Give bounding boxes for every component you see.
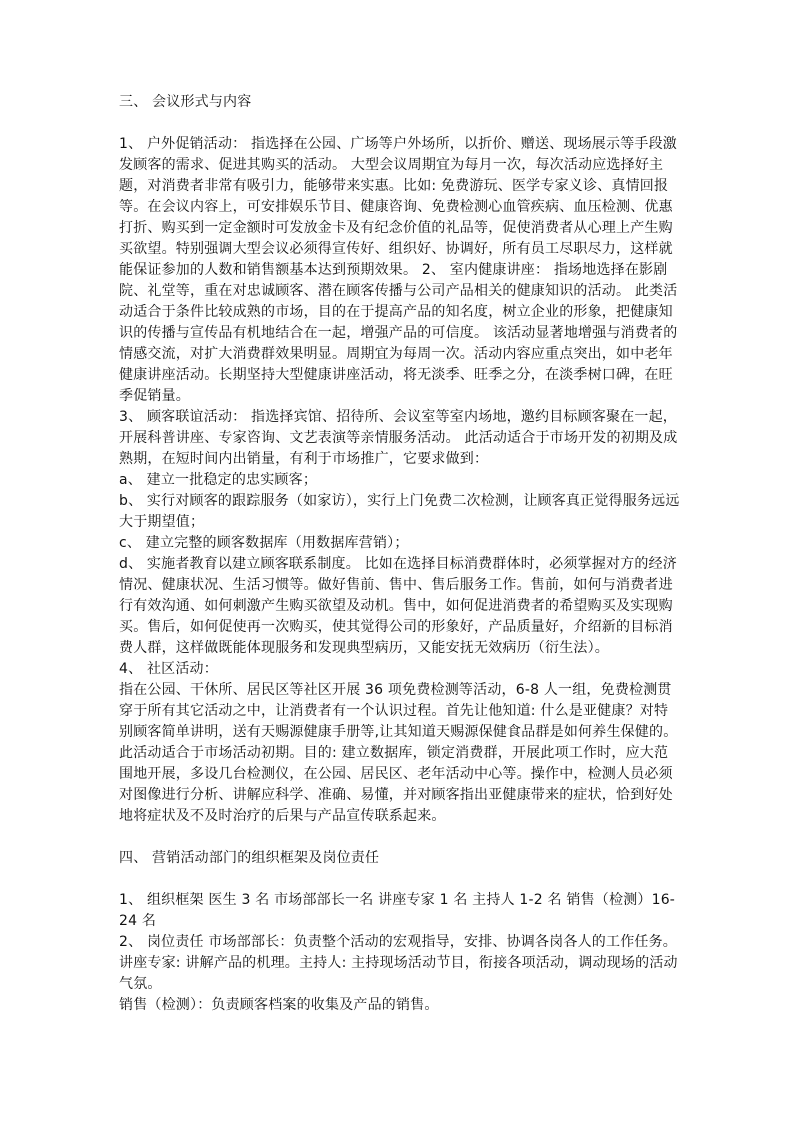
section-4-heading: 四、 营销活动部门的组织框架及岗位责任: [119, 850, 380, 866]
document-body: [119, 92, 681, 1016]
community-activity-title: 4、 社区活动：: [119, 661, 218, 677]
paragraph-responsibilities: 2、 岗位责任 市场部部长：负责整个活动的宏观指导，安排、协调各岗各人的工作任务。讲座专家: 讲解产品的机理。主持人: 主持现场活动节目，衔接各项活动，调动现场的活动气氛。: [119, 934, 678, 992]
spacer: [119, 827, 681, 848]
spacer: [119, 113, 681, 134]
list-item-a: a、 建立一批稳定的忠实顾客；: [119, 472, 318, 488]
paragraph-org-structure: 1、 组织框架 医生 3 名 市场部部长一名 讲座专家 1 名 主持人 1-2 名 销售（检测）16-24 名: [119, 892, 676, 929]
paragraph-community-activity: 指在公园、干休所、居民区等社区开展 36 项免费检测等活动，6-8 人一组，免费检测贯穿于所有其它活动之中，让消费者有一个认识过程。首先让他知道: 什么是亚健康？对特别顾客简单讲明，送有天赐源健康手册等,让其知道天赐源保健食品群是如何养生保健的。 此活动适合于市场活动初期。目的: 建立数据库，锁定消费群，开展此项工作时，应大范围地开展，多设几台检测仪，在公园、居民区、老年活动中心等。操作中，检测人员必须对图像进行分析、讲解应科学、准确、易懂，并对顾客指出亚健康带来的症状，恰到好处地将症状及不及时治疗的后果与产品宣传联系起来。: [119, 682, 678, 824]
spacer: [119, 869, 681, 890]
section-3-heading: 三、 会议形式与内容: [119, 94, 252, 110]
list-item-b: b、 实行对顾客的跟踪服务（如家访），实行上门免费二次检测，让顾客真正觉得服务远远大于期望值；: [119, 493, 680, 530]
paragraph-customer-party: 3、 顾客联谊活动： 指选择宾馆、招待所、会议室等室内场地，邀约目标顾客聚在一起，开展科普讲座、专家咨询、文艺表演等亲情服务活动。 此活动适合于市场开发的初期及成熟期，在短时间内出销量，有利于市场推广，它要求做到：: [119, 409, 678, 467]
list-item-c: c、 建立完整的顾客数据库（用数据库营销）；: [119, 535, 409, 551]
paragraph-outdoor-and-indoor: 1、 户外促销活动： 指选择在公园、广场等户外场所，以折价、赠送、现场展示等手段激发顾客的需求、促进其购买的活动。 大型会议周期宜为每月一次，每次活动应选择好主题，对消费者非常有吸引力，能够带来实惠。比如: 免费游玩、医学专家义诊、真情回报等。在会议内容上，可安排娱乐节目、健康咨询、免费检测心血管疾病、血压检测、优惠打折、购买到一定金额时可发放金卡及有纪念价值的礼品等，促使消费者从心理上产生购买欲望。特别强调大型会议必须得宣传好、组织好、协调好，所有员工尽职尽力，这样就能保证参加的人数和销售额基本达到预期效果。 2、 室内健康讲座： 指场地选择在影剧院、礼堂等，重在对忠诚顾客、潜在顾客传播与公司产品相关的健康知识的活动。 此类活动适合于条件比较成熟的市场，目的在于提高产品的知名度，树立企业的形象，把健康知识的传播与宣传品有机地结合在一起，增强产品的可信度。 该活动显著地增强与消费者的情感交流，对扩大消费群效果明显。周期宜为每周一次。活动内容应重点突出，如中老年健康讲座活动。长期坚持大型健康讲座活动，将无淡季、旺季之分，在淡季树口碑，在旺季促销量。: [119, 136, 678, 404]
paragraph-sales-duty: 销售（检测）：负责顾客档案的收集及产品的销售。: [119, 997, 439, 1013]
list-item-d: d、 实施者教育以建立顾客联系制度。 比如在选择目标消费群体时，必须掌握对方的经济情况、健康状况、生活习惯等。做好售前、售中、售后服务工作。售前，如何与消费者进行有效沟通、如何刺激产生购买欲望及动机。售中，如何促进消费者的希望购买及实现购买。售后，如何促使再一次购买，使其觉得公司的形象好，产品质量好，介绍新的目标消费人群，这样做既能体现服务和发现典型病历，又能安抚无效病历（衍生法）。: [119, 556, 677, 656]
